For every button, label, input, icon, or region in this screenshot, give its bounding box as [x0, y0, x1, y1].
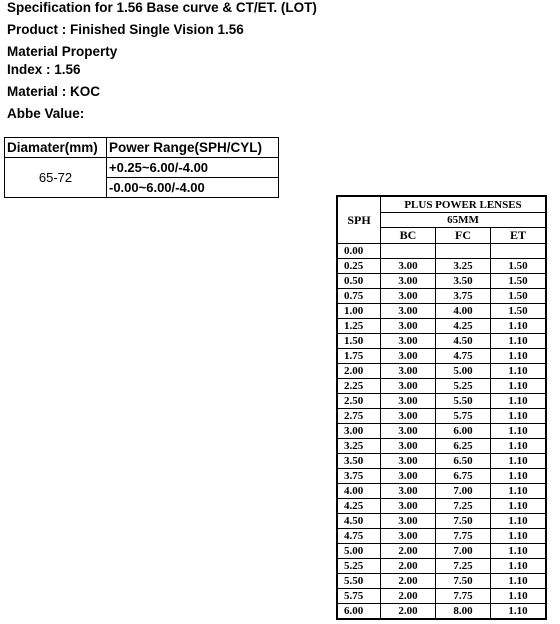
spec-product: Product : Finished Single Vision 1.56 — [7, 22, 244, 37]
table-row — [337, 244, 546, 259]
fc-cell: 6.50 — [436, 454, 491, 469]
bc-cell: 3.00 — [381, 514, 436, 529]
bc-cell: 3.00 — [381, 319, 436, 334]
fc-header: FC — [436, 228, 491, 244]
fc-cell: 4.00 — [436, 304, 491, 319]
table-row — [337, 364, 546, 379]
bc-cell: 3.00 — [381, 349, 436, 364]
table-row — [337, 409, 546, 424]
table-row — [337, 304, 546, 319]
et-cell: 1.10 — [491, 319, 547, 334]
table-row — [337, 469, 546, 484]
sph-cell: 0.75 — [337, 289, 381, 304]
fc-cell: 6.75 — [436, 469, 491, 484]
spec-index: Index : 1.56 — [7, 62, 81, 77]
table-row — [337, 259, 546, 274]
bc-cell: 3.00 — [381, 274, 436, 289]
fc-cell: 7.00 — [436, 484, 491, 499]
et-cell: 1.10 — [491, 499, 547, 514]
bc-cell: 2.00 — [381, 589, 436, 604]
plus-table-subtitle: 65MM — [381, 213, 547, 228]
bc-header: BC — [381, 228, 436, 244]
table-row — [337, 529, 546, 544]
fc-cell — [436, 244, 491, 259]
et-cell: 1.10 — [491, 349, 547, 364]
sph-cell: 2.50 — [337, 394, 381, 409]
sph-cell: 2.00 — [337, 364, 381, 379]
sph-cell: 3.00 — [337, 424, 381, 439]
sph-cell: 4.50 — [337, 514, 381, 529]
sph-cell: 4.00 — [337, 484, 381, 499]
table-row — [337, 574, 546, 589]
fc-cell: 7.75 — [436, 589, 491, 604]
et-cell: 1.10 — [491, 469, 547, 484]
fc-cell: 7.75 — [436, 529, 491, 544]
spec-title: Specification for 1.56 Base curve & CT/ET. (LOT) — [7, 0, 317, 15]
table-row — [337, 319, 546, 334]
bc-cell: 3.00 — [381, 439, 436, 454]
sph-cell: 5.50 — [337, 574, 381, 589]
et-cell: 1.10 — [491, 409, 547, 424]
sph-cell: 0.00 — [337, 244, 381, 259]
sph-cell: 3.75 — [337, 469, 381, 484]
sph-cell: 5.75 — [337, 589, 381, 604]
table-row — [337, 289, 546, 304]
power-range-header: Power Range(SPH/CYL) — [107, 138, 279, 158]
diameter-header: Diamater(mm) — [5, 138, 107, 158]
power-range-minus: -0.00~6.00/-4.00 — [107, 178, 279, 198]
et-cell: 1.10 — [491, 334, 547, 349]
sph-cell: 5.00 — [337, 544, 381, 559]
fc-cell: 3.75 — [436, 289, 491, 304]
bc-cell — [381, 244, 436, 259]
et-cell: 1.50 — [491, 274, 547, 289]
et-cell: 1.10 — [491, 454, 547, 469]
sph-cell: 6.00 — [337, 604, 381, 620]
sph-cell: 3.25 — [337, 439, 381, 454]
bc-cell: 2.00 — [381, 604, 436, 620]
table-row — [337, 274, 546, 289]
sph-cell: 0.50 — [337, 274, 381, 289]
table-row — [337, 439, 546, 454]
bc-cell: 2.00 — [381, 574, 436, 589]
et-cell: 1.10 — [491, 604, 547, 620]
et-cell: 1.50 — [491, 259, 547, 274]
fc-cell: 5.25 — [436, 379, 491, 394]
et-cell: 1.10 — [491, 574, 547, 589]
fc-cell: 5.75 — [436, 409, 491, 424]
table-row — [337, 349, 546, 364]
fc-cell: 6.00 — [436, 424, 491, 439]
table-row — [337, 544, 546, 559]
diameter-value: 65-72 — [5, 158, 107, 198]
et-cell — [491, 244, 547, 259]
table-row — [337, 559, 546, 574]
bc-cell: 2.00 — [381, 544, 436, 559]
fc-cell: 8.00 — [436, 604, 491, 620]
spec-abbe: Abbe Value: — [7, 106, 85, 121]
bc-cell: 3.00 — [381, 304, 436, 319]
sph-cell: 1.75 — [337, 349, 381, 364]
bc-cell: 3.00 — [381, 364, 436, 379]
table-row — [337, 454, 546, 469]
sph-cell: 2.25 — [337, 379, 381, 394]
et-cell: 1.10 — [491, 439, 547, 454]
sph-cell: 4.25 — [337, 499, 381, 514]
et-cell: 1.50 — [491, 289, 547, 304]
et-cell: 1.10 — [491, 544, 547, 559]
fc-cell: 3.25 — [436, 259, 491, 274]
sph-cell: 2.75 — [337, 409, 381, 424]
sph-cell: 1.50 — [337, 334, 381, 349]
bc-cell: 3.00 — [381, 424, 436, 439]
fc-cell: 3.50 — [436, 274, 491, 289]
spec-material: Material : KOC — [7, 84, 101, 99]
fc-cell: 4.25 — [436, 319, 491, 334]
et-cell: 1.10 — [491, 514, 547, 529]
spec-material-property: Material Property — [7, 44, 118, 59]
bc-cell: 3.00 — [381, 334, 436, 349]
et-cell: 1.10 — [491, 529, 547, 544]
table-row — [337, 484, 546, 499]
sph-cell: 4.75 — [337, 529, 381, 544]
diameter-table — [4, 137, 279, 198]
bc-cell: 3.00 — [381, 484, 436, 499]
plus-power-table — [336, 195, 547, 620]
fc-cell: 4.50 — [436, 334, 491, 349]
et-header: ET — [491, 228, 547, 244]
et-cell: 1.10 — [491, 394, 547, 409]
sph-cell: 1.25 — [337, 319, 381, 334]
bc-cell: 3.00 — [381, 259, 436, 274]
fc-cell: 4.75 — [436, 349, 491, 364]
et-cell: 1.50 — [491, 304, 547, 319]
fc-cell: 7.25 — [436, 559, 491, 574]
bc-cell: 2.00 — [381, 559, 436, 574]
plus-table-title: PLUS POWER LENSES — [381, 196, 547, 213]
fc-cell: 5.00 — [436, 364, 491, 379]
bc-cell: 3.00 — [381, 454, 436, 469]
et-cell: 1.10 — [491, 364, 547, 379]
plus-table-body — [337, 244, 546, 620]
table-row — [337, 604, 546, 620]
et-cell: 1.10 — [491, 589, 547, 604]
et-cell: 1.10 — [491, 379, 547, 394]
bc-cell: 3.00 — [381, 394, 436, 409]
sph-header: SPH — [337, 196, 381, 244]
et-cell: 1.10 — [491, 559, 547, 574]
bc-cell: 3.00 — [381, 289, 436, 304]
bc-cell: 3.00 — [381, 469, 436, 484]
fc-cell: 5.50 — [436, 394, 491, 409]
table-row — [337, 334, 546, 349]
bc-cell: 3.00 — [381, 379, 436, 394]
sph-cell: 0.25 — [337, 259, 381, 274]
bc-cell: 3.00 — [381, 499, 436, 514]
sph-cell: 1.00 — [337, 304, 381, 319]
power-range-plus: +0.25~6.00/-4.00 — [107, 158, 279, 178]
fc-cell: 6.25 — [436, 439, 491, 454]
table-row — [337, 424, 546, 439]
fc-cell: 7.50 — [436, 574, 491, 589]
et-cell: 1.10 — [491, 484, 547, 499]
fc-cell: 7.50 — [436, 514, 491, 529]
bc-cell: 3.00 — [381, 409, 436, 424]
et-cell: 1.10 — [491, 424, 547, 439]
bc-cell: 3.00 — [381, 529, 436, 544]
sph-cell: 3.50 — [337, 454, 381, 469]
fc-cell: 7.00 — [436, 544, 491, 559]
fc-cell: 7.25 — [436, 499, 491, 514]
table-row — [337, 499, 546, 514]
sph-cell: 5.25 — [337, 559, 381, 574]
table-row — [337, 379, 546, 394]
table-row — [337, 589, 546, 604]
table-row — [337, 394, 546, 409]
table-row — [337, 514, 546, 529]
